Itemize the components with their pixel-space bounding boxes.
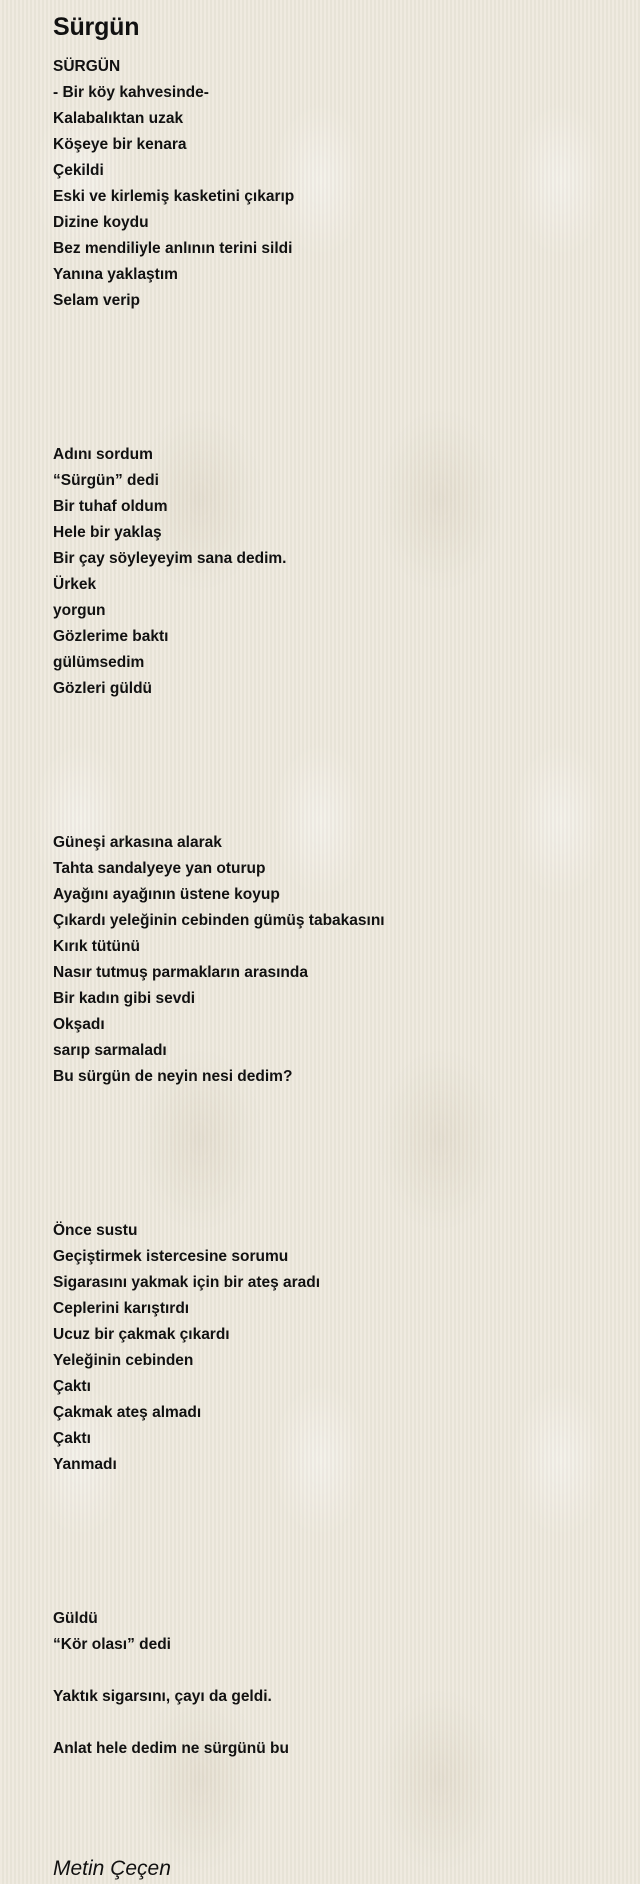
poem-author: Metin Çeçen [53,1857,171,1880]
poem-line: Adını sordum [53,446,153,463]
poem-line: Güldü [53,1610,98,1627]
poem-line: Güneşi arkasına alarak [53,834,222,851]
poem-line: “Sürgün” dedi [53,472,159,489]
poem-line: Nasır tutmuş parmakların arasında [53,964,308,981]
stanza-6 [53,1684,613,1710]
poem-line: Köşeye bir kenara [53,136,187,153]
stanza-5 [53,1606,613,1658]
poem-line: - Bir köy kahvesinde- [53,84,209,101]
poem-line: gülümsedim [53,654,145,671]
author-gap [53,1762,613,1854]
poem-line: Bir kadın gibi sevdi [53,990,196,1007]
poem-line: Tahta sandalyeye yan oturup [53,860,266,877]
stanza-4 [53,1218,613,1478]
poem-line: Dizine koydu [53,214,149,231]
poem-line: Bir çay söyleyeyim sana dedim. [53,550,287,567]
poem-line: Ayağını ayağının üstene koyup [53,886,280,903]
poem-line: yorgun [53,602,106,619]
poem-line: Eski ve kirlemiş kasketini çıkarıp [53,188,295,205]
poem-line: SÜRGÜN [53,58,121,75]
poem-line: Yaktık sigarsını, çayı da geldi. [53,1688,272,1705]
stanza-1 [53,54,613,314]
poem-title: Sürgün [53,13,140,41]
poem-line: Yanmadı [53,1456,117,1473]
poem-line: Çaktı [53,1378,91,1395]
poem-line: sarıp sarmaladı [53,1042,167,1059]
poem-line: Bez mendiliyle anlının terini sildi [53,240,293,257]
poem-line: Yanına yaklaştım [53,266,178,283]
poem-line: Çakmak ateş almadı [53,1404,202,1421]
poem-line: Ürkek [53,576,97,593]
stanza-gap [53,1710,613,1736]
poem-line: Çıkardı yeleğinin cebinden gümüş tabakasını [53,912,385,929]
poem-line: Hele bir yaklaş [53,524,162,541]
stanza-gap [53,702,613,830]
poem-line: Anlat hele dedim ne sürgünü bu [53,1740,289,1757]
poem-line: Geçiştirmek istercesine sorumu [53,1248,289,1265]
stanza-7 [53,1736,613,1762]
poem-line: Önce sustu [53,1222,138,1239]
poem-line: “Kör olası” dedi [53,1636,171,1653]
stanza-gap [53,1478,613,1606]
poem-line: Gözlerime baktı [53,628,169,645]
poem-line: Selam verip [53,292,141,309]
poem-line: Çekildi [53,162,104,179]
poem-page [53,0,613,1884]
stanza-gap [53,1090,613,1218]
poem-line: Kalabalıktan uzak [53,110,184,127]
poem-line: Sigarasını yakmak için bir ateş aradı [53,1274,321,1291]
poem-line: Bu sürgün de neyin nesi dedim? [53,1068,293,1085]
stanza-2 [53,442,613,702]
stanza-gap [53,314,613,442]
poem-line: Gözleri güldü [53,680,153,697]
poem-line: Yeleğinin cebinden [53,1352,194,1369]
poem-line: Ucuz bir çakmak çıkardı [53,1326,230,1343]
poem-line: Çaktı [53,1430,91,1447]
poem-line: Okşadı [53,1016,105,1033]
poem-line: Ceplerini karıştırdı [53,1300,190,1317]
stanza-3 [53,830,613,1090]
stanza-gap [53,1658,613,1684]
poem-line: Kırık tütünü [53,938,140,955]
poem-line: Bir tuhaf oldum [53,498,168,515]
